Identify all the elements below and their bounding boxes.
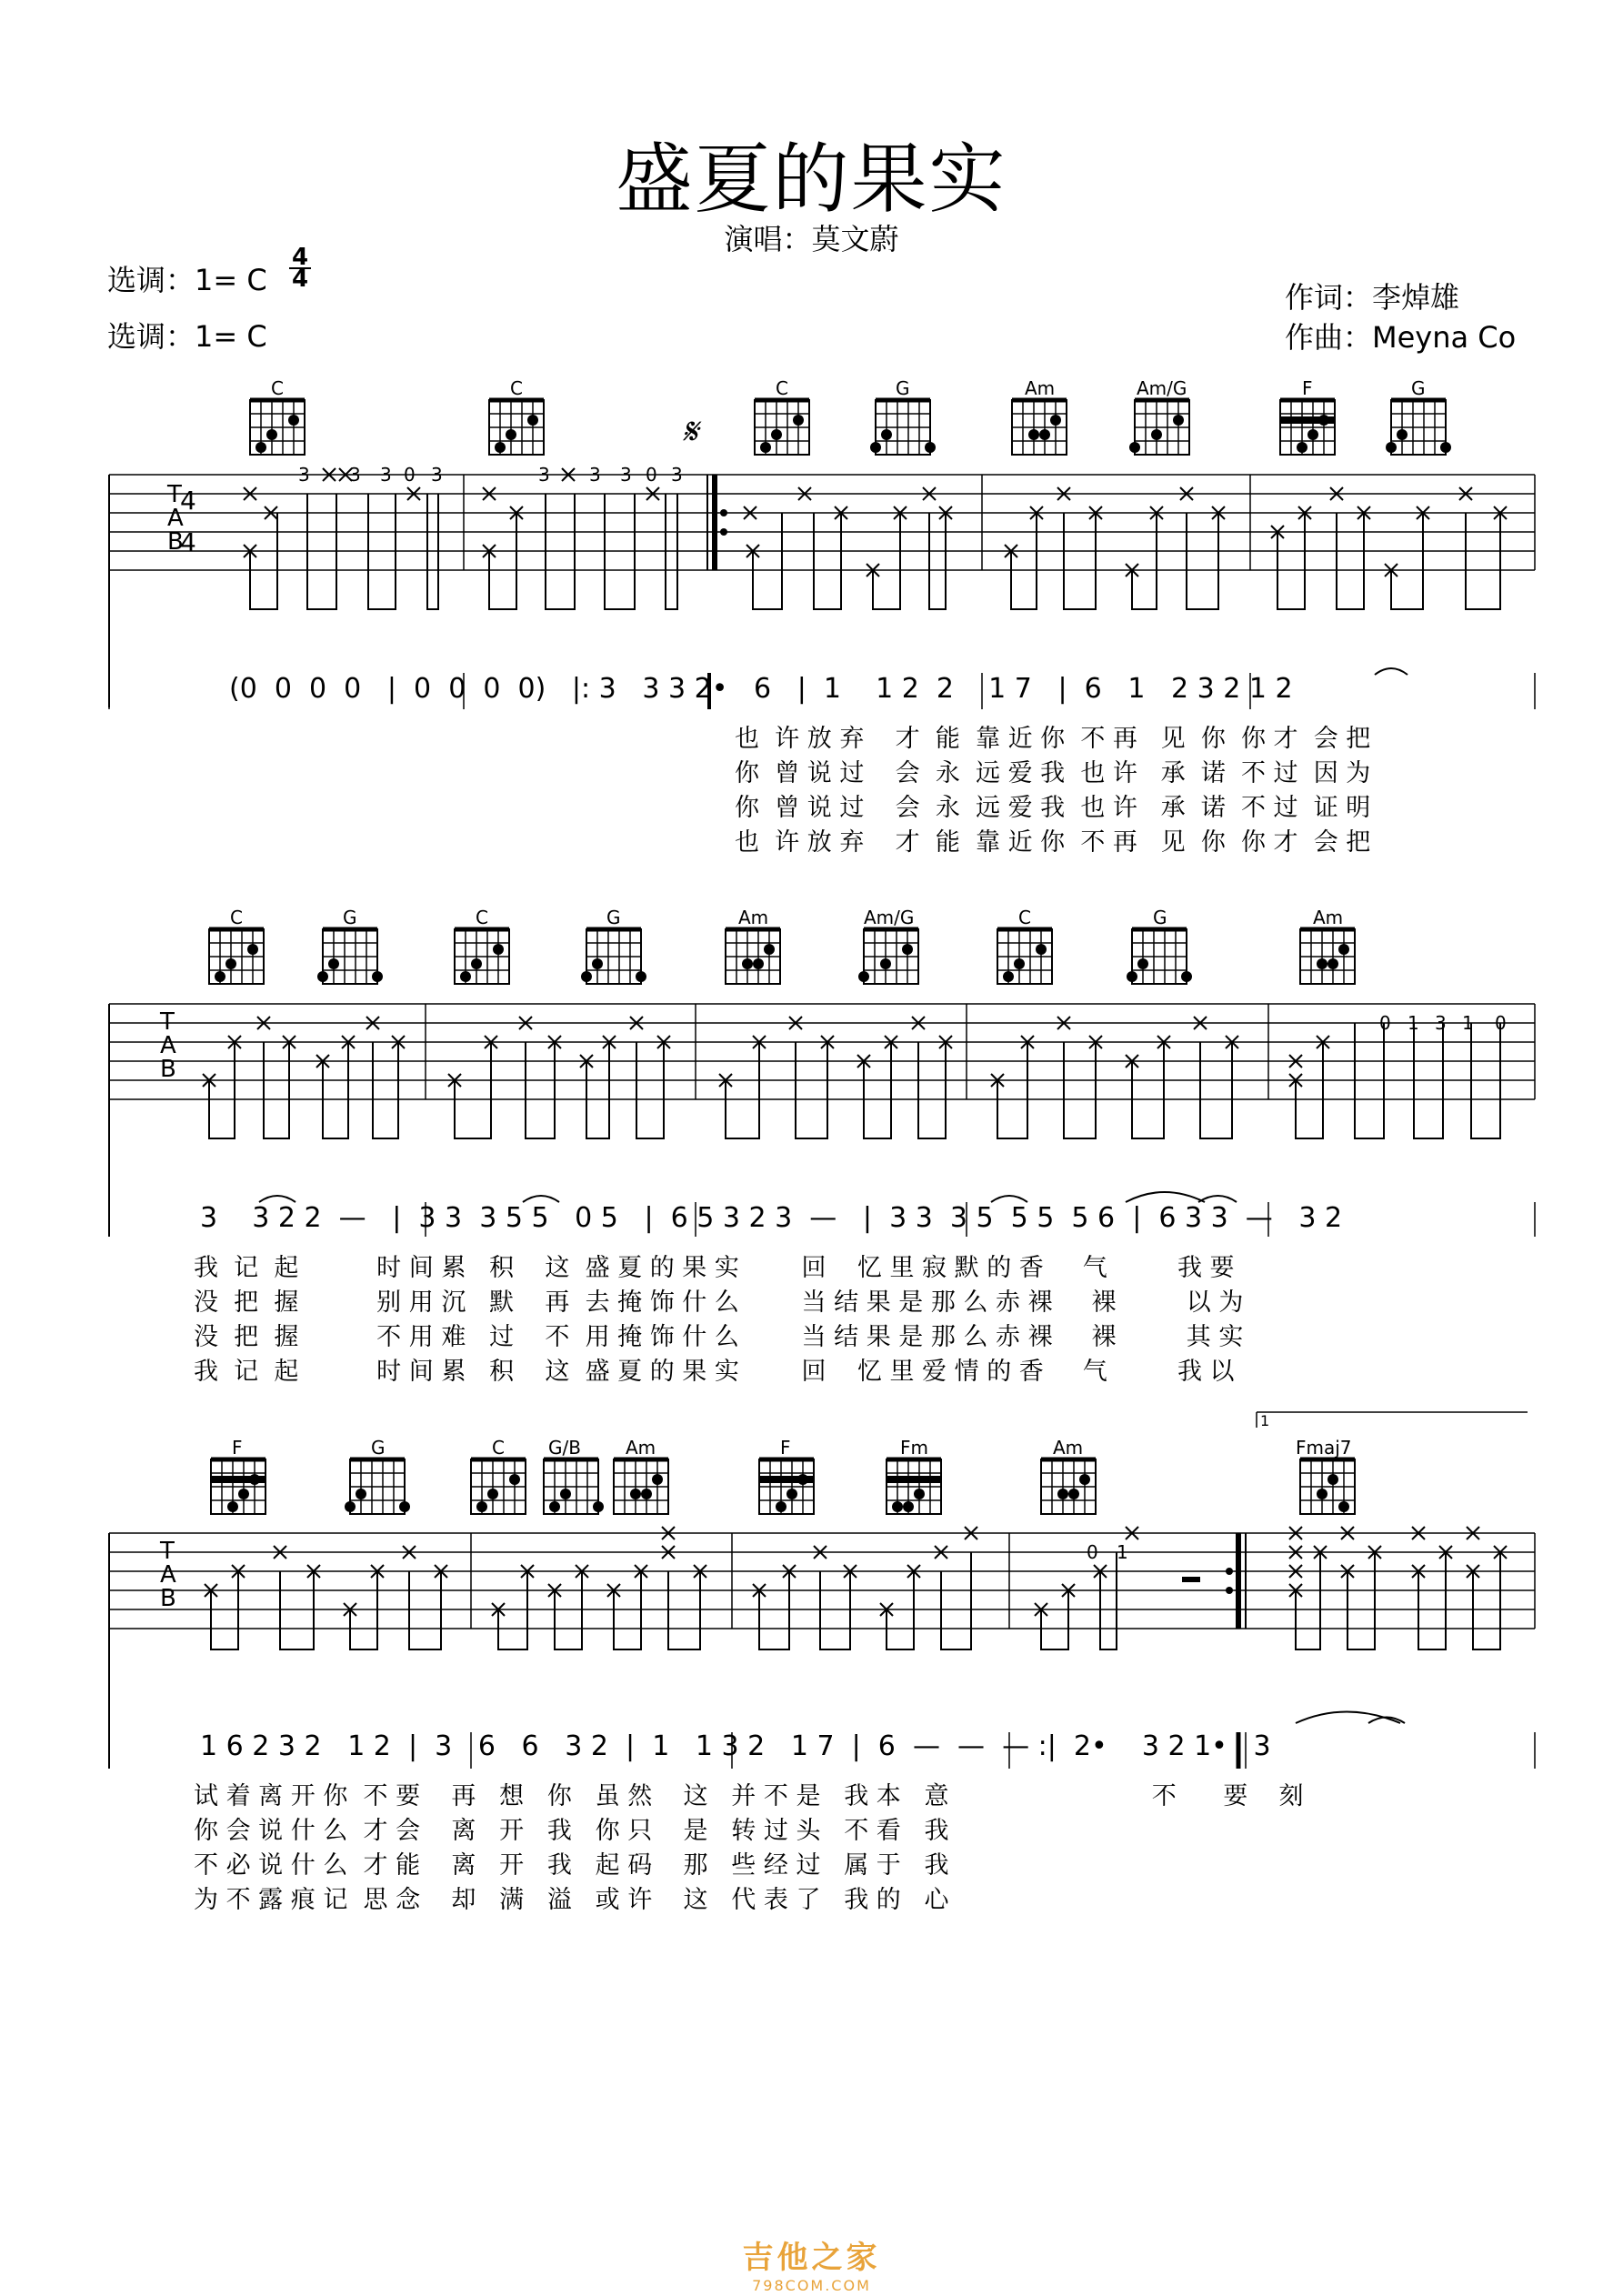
svg-text:4: 4: [180, 486, 196, 516]
lyric-line: 你 曾 说 过 会 永 远 爱 我 也 许 承 诺 不 过 因 为: [735, 759, 1371, 787]
fret-number: 0: [404, 464, 416, 486]
lyric-line: 也 许 放 弃 才 能 靠 近 你 不 再 见 你 你 才 会 把: [735, 725, 1371, 753]
site-watermark: [0, 2232, 1623, 2294]
key-line-1: 选调：1= C: [107, 263, 267, 297]
fret-number: 3: [431, 464, 443, 486]
system-2-tab-marks: [203, 1017, 1329, 1087]
svg-text:1: 1: [1462, 1012, 1474, 1034]
chord-name: C: [1018, 907, 1031, 928]
fret-number: 3: [298, 464, 310, 486]
notation-row-3: 1 6 2 3 2 1 2 | 3 6 6 3 2 | 1 1 3 2 1 7 | 6 — — — :| 2• 3 2 1• 3: [200, 1730, 1271, 1762]
chord-name: G/B: [548, 1437, 581, 1459]
notation-row-2: 3 3 2 2 — | 3 3 3 5 5 0 5 | 6 5 3 2 3 — | 3 3 3 5 5 5 5 6 | 6 3 3 — 3 2: [200, 1202, 1343, 1234]
lyric-line: 没 把 握 不 用 难 过 不 用 掩 饰 什 么 当 结 果 是 那 么 赤 裸 裸 其 实: [194, 1323, 1244, 1351]
chord-name: C: [510, 377, 523, 399]
chord-name: G: [343, 907, 357, 928]
fret-number: 3: [671, 464, 683, 486]
chord-name: F: [1302, 377, 1313, 399]
fret-number: 3: [349, 464, 361, 486]
song-title: 盛夏的果实: [616, 135, 1007, 224]
time-sig-top: 4: [291, 244, 309, 271]
svg-text:B: B: [160, 1056, 176, 1083]
lyric-line: 我 记 起 时 间 累 积 这 盛 夏 的 果 实 回 忆 里 寂 默 的 香 气 我 要: [194, 1254, 1235, 1282]
singer-credit: 演唱：莫文蔚: [724, 222, 899, 256]
chord-name: C: [271, 377, 284, 399]
svg-text:B: B: [167, 528, 184, 556]
lyric-line: 试 着 离 开 你 不 要 再 想 你 虽 然 这 并 不 是 我 本 意 不 要 刻: [194, 1782, 1304, 1810]
svg-text:B: B: [160, 1585, 176, 1612]
chord-name: G: [896, 377, 910, 399]
chord-name: C: [476, 907, 488, 928]
fret-number: 3: [589, 464, 601, 486]
system-2-chord-grids: [209, 929, 1355, 984]
chord-name: C: [776, 377, 788, 399]
svg-text:1: 1: [1117, 1541, 1128, 1563]
svg-text:1: 1: [1408, 1012, 1419, 1034]
notation-row-1: (0 0 0 0 | 0 0 0 0) |: 3 3 3 2• 6 | 1 1 2 2 1 7 | 6 1 2 3 2 1 2: [229, 673, 1293, 705]
svg-text:A: A: [167, 505, 184, 532]
chord-name: C: [230, 907, 243, 928]
chord-name: Fmaj7: [1296, 1437, 1352, 1459]
chord-name: Am: [1053, 1437, 1084, 1459]
chord-name: G: [1411, 377, 1426, 399]
chord-name: G: [1153, 907, 1167, 928]
lyric-line: 你 曾 说 过 会 永 远 爱 我 也 许 承 诺 不 过 证 明: [735, 794, 1371, 822]
chord-name: Am: [1025, 377, 1056, 399]
system-3-chord-grids: [211, 1459, 1355, 1514]
lyricist-credit: 作词：李焯雄: [1285, 280, 1460, 315]
composer-credit: 作曲：Meyna Co: [1285, 320, 1517, 355]
fret-number: 3: [380, 464, 392, 486]
chord-name: C: [492, 1437, 505, 1459]
fret-number: 0: [646, 464, 657, 486]
chord-name: Am: [1313, 907, 1344, 928]
svg-text:T: T: [167, 481, 182, 508]
watermark-sub: 798COM.COM: [752, 2277, 871, 2294]
fret-number: 3: [620, 464, 632, 486]
lyric-line: 你 会 说 什 么 才 会 离 开 我 你 只 是 转 过 头 不 看 我: [194, 1817, 949, 1845]
svg-text:A: A: [160, 1032, 176, 1059]
chord-name: Am/G: [1137, 377, 1187, 399]
chord-name: Fm: [900, 1437, 928, 1459]
watermark-main: 吉他之家: [742, 2240, 881, 2276]
chord-name: F: [780, 1437, 791, 1459]
chord-name: F: [232, 1437, 243, 1459]
lyric-line: 不 必 说 什 么 才 能 离 开 我 起 码 那 些 经 过 属 于 我: [194, 1851, 949, 1880]
chord-name: Am/G: [864, 907, 915, 928]
system-1-chord-grids: [250, 400, 1451, 455]
svg-text:4: 4: [180, 527, 196, 557]
svg-text:0: 0: [1495, 1012, 1507, 1034]
time-sig-bottom: 4: [291, 266, 309, 293]
lyric-line: 也 许 放 弃 才 能 靠 近 你 不 再 见 你 你 才 会 把: [735, 828, 1371, 857]
lyric-line: 为 不 露 痕 记 思 念 却 满 溢 或 许 这 代 表 了 我 的 心: [194, 1886, 949, 1914]
svg-text:T: T: [160, 1538, 175, 1565]
svg-text:𝄋: 𝄋: [682, 411, 698, 453]
chord-name: G: [606, 907, 621, 928]
chord-name: Am: [626, 1437, 656, 1459]
chord-name: G: [371, 1437, 386, 1459]
svg-text:T: T: [160, 1008, 175, 1036]
lyric-line: 我 记 起 时 间 累 积 这 盛 夏 的 果 实 回 忆 里 爱 情 的 香 气 我 以: [194, 1358, 1235, 1386]
svg-text:3: 3: [1435, 1012, 1447, 1034]
svg-text:0: 0: [1087, 1541, 1098, 1563]
chord-name: Am: [738, 907, 769, 928]
svg-text:A: A: [160, 1561, 176, 1589]
key-line-2: 选调：1= C: [107, 319, 267, 354]
volta-number: 1: [1260, 1412, 1270, 1429]
svg-text:0: 0: [1379, 1012, 1391, 1034]
fret-number: 3: [538, 464, 550, 486]
lyric-line: 没 把 握 别 用 沉 默 再 去 掩 饰 什 么 当 结 果 是 那 么 赤 裸 裸 以 为: [194, 1288, 1244, 1317]
